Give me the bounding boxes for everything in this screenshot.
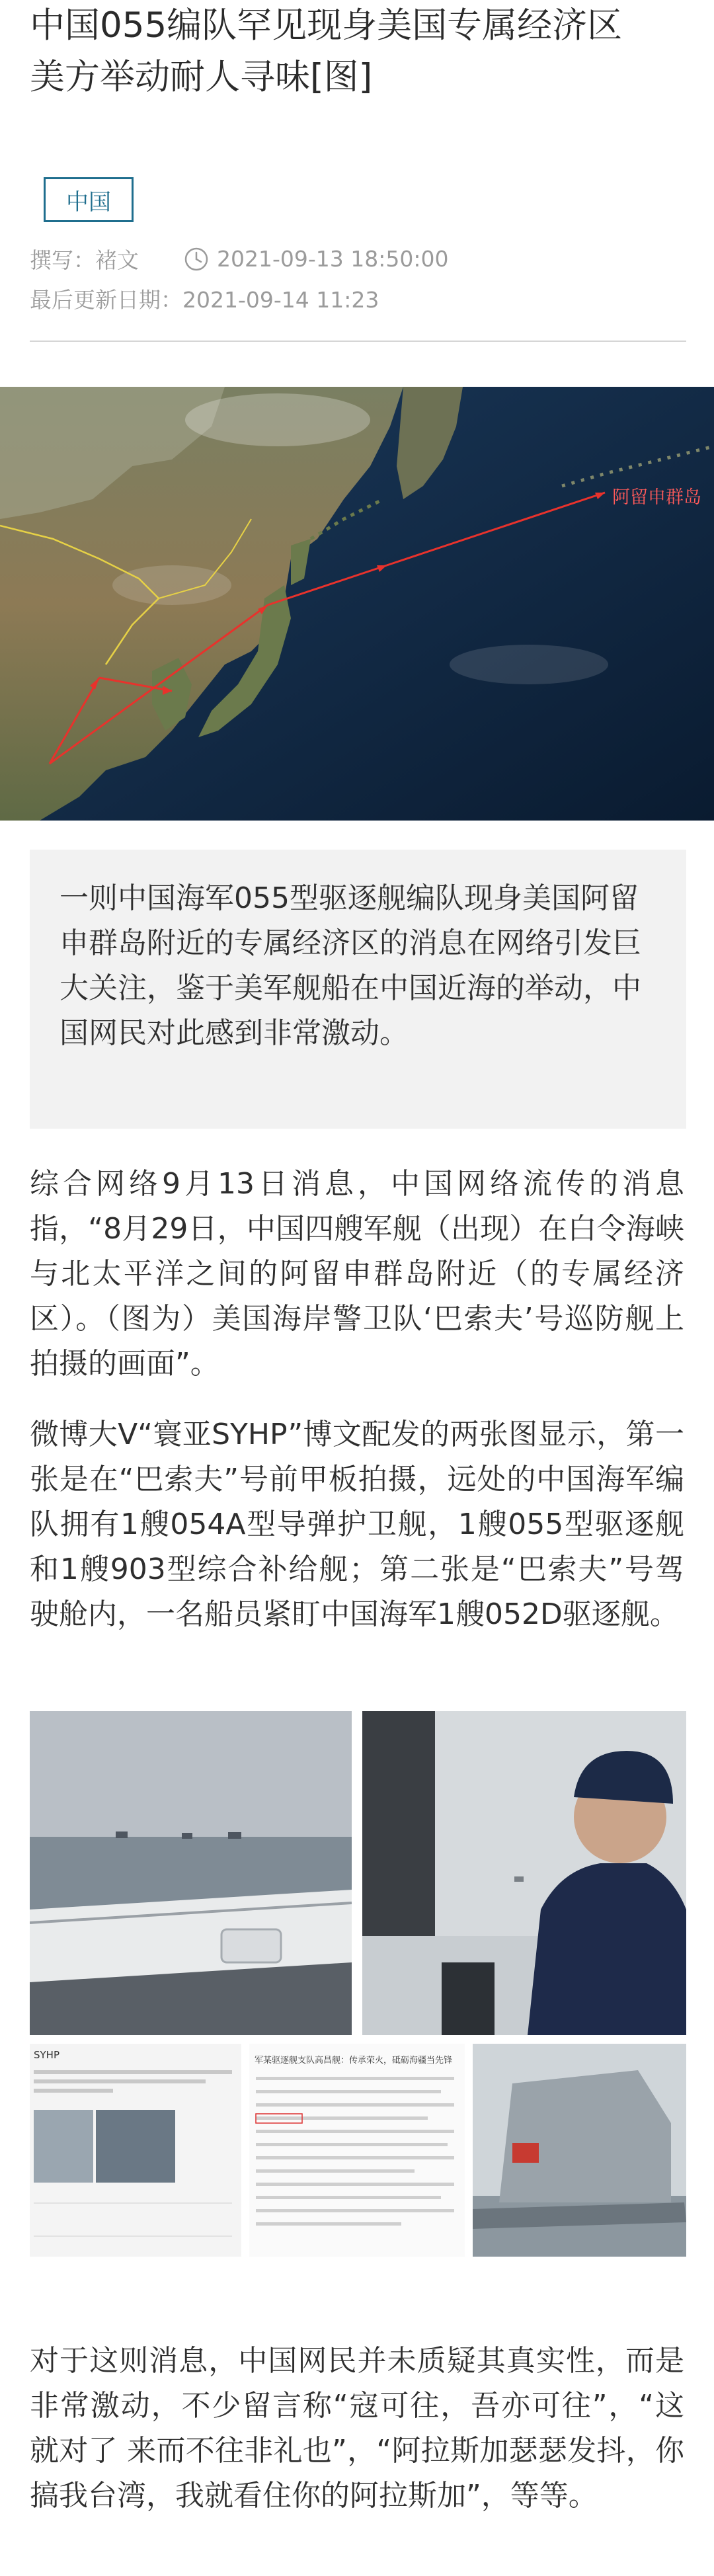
photo-bridge-crew[interactable] xyxy=(362,1711,686,2035)
author-byline: 撰写：褚文 xyxy=(30,247,139,273)
weibo-post-screenshot xyxy=(30,2044,241,2257)
photo-weibo-post[interactable] xyxy=(30,2044,241,2257)
map-label-aleutian: 阿留申群岛 xyxy=(612,487,701,508)
news-headline: 军某驱逐舰支队高昌舰：传承荣火，砥砺海疆当先锋 xyxy=(255,2056,453,2066)
lead-summary-text: 一则中国海军055型驱逐舰编队现身美国阿留申群岛附近的专属经济区的消息在网络引发巨大关注，鉴于美军舰船在中国近海的举动，中国网民对此感到非常激动。 xyxy=(60,881,641,1050)
body-paragraph-3: 对于这则消息，中国网民并未质疑其真实性，而是非常激动，不少留言称“寇可往，吾亦可往”，“这就对了 来而不往非礼也”，“阿拉斯加瑟瑟发抖，你搞我台湾，我就看住你的阿拉斯加”，等等。 xyxy=(30,2344,684,2513)
news-article-screenshot xyxy=(249,2044,465,2257)
clock-icon xyxy=(184,247,209,272)
article-meta xyxy=(30,243,448,274)
header-divider xyxy=(30,341,686,342)
photo-news-article[interactable] xyxy=(249,2044,465,2257)
weibo-handle: SYHP xyxy=(34,2049,60,2061)
satellite-map xyxy=(0,387,714,821)
front-deck-scene xyxy=(30,1711,352,2035)
body-paragraph-2: 微博大V“寰亚SYHP”博文配发的两张图显示，第一张是在“巴索夫”号前甲板拍摄，远处的中国海军编队拥有1艘054A型导弹护卫舰，1艘055型驱逐舰和1艘903型综合补给舰；第二张是“巴索夫”号驾驶舱内，一名船员紧盯中国海军1艘052D驱逐舰。 xyxy=(30,1418,684,1631)
publish-time: 2021-09-13 18:50:00 xyxy=(217,246,449,272)
lead-summary-box xyxy=(30,850,686,1129)
body-paragraph-1: 综合网络9月13日消息，中国网络流传的消息指，“8月29日，中国四艘军舰（出现）在白令海峡与北太平洋之间的阿留申群岛附近（的专属经济区）。（图为）美国海岸警卫队‘巴索夫’号巡防舰上拍摄的画面”。 xyxy=(30,1167,684,1381)
photo-warship[interactable] xyxy=(473,2044,686,2257)
hero-map-image xyxy=(0,387,714,821)
category-tag[interactable]: 中国 xyxy=(44,177,134,222)
warship-scene xyxy=(473,2044,686,2257)
article-title: 中国055编队罕见现身美国专属经济区 美方举动耐人寻味[图] xyxy=(30,5,658,97)
updated-date: 最后更新日期：2021-09-14 11:23 xyxy=(30,287,379,313)
bridge-crew-scene xyxy=(362,1711,686,2035)
photo-front-deck[interactable] xyxy=(30,1711,352,2035)
